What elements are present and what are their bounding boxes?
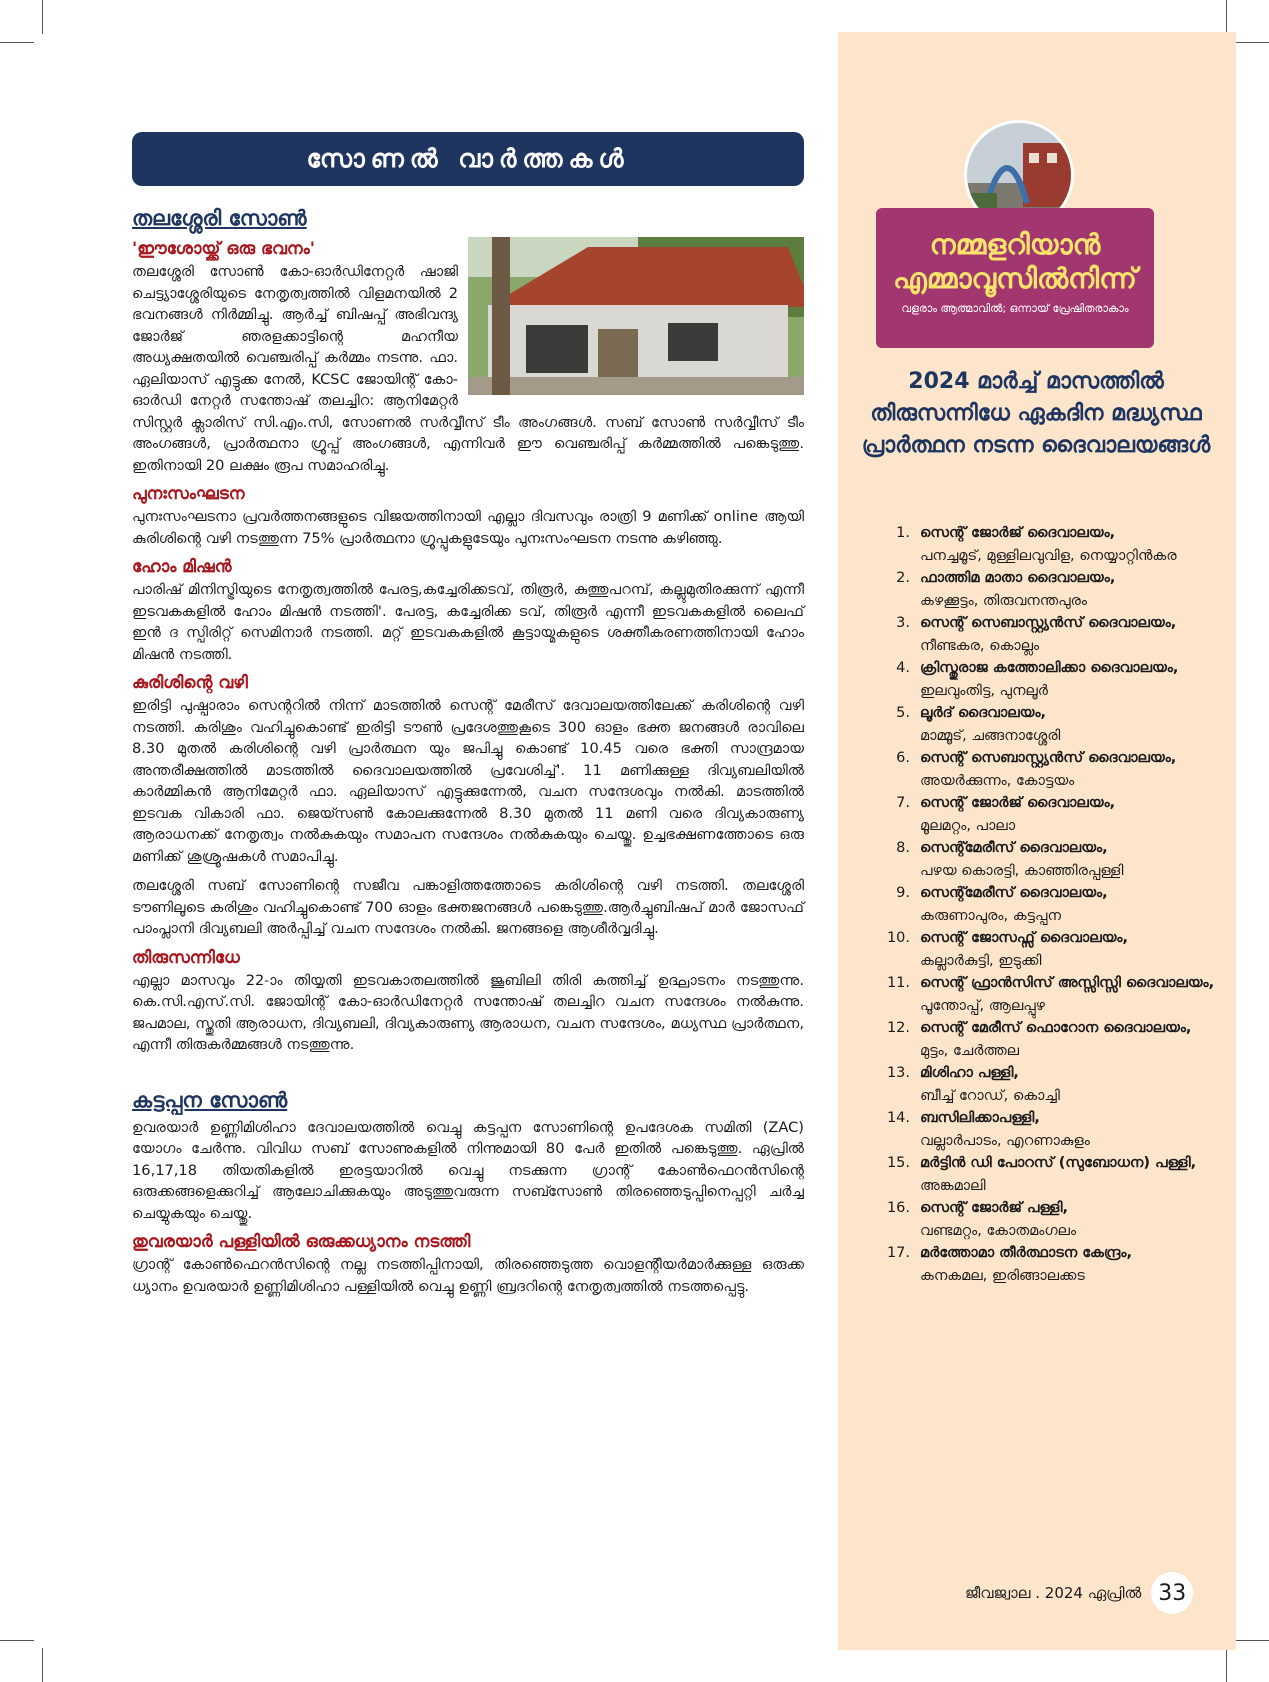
church-name: സെന്റ് ജോർജ് ദൈവാലയം, <box>920 795 1116 811</box>
church-location: പഴയ കൊരട്ടി, കാഞ്ഞിരപ്പള്ളി <box>920 862 1124 879</box>
list-number: 5. <box>896 705 910 721</box>
church-name: ബസിലിക്കാപള്ളി, <box>920 1110 1040 1126</box>
list-item <box>876 792 1216 837</box>
church-location: വണ്ടമറ്റം, കോതമംഗലം <box>920 1222 1077 1239</box>
list-text <box>920 972 1214 1017</box>
list-number: 6. <box>896 750 910 766</box>
list-number: 9. <box>896 885 910 901</box>
list-item <box>876 567 1216 612</box>
list-item <box>876 1017 1216 1062</box>
heading-punasamghadana: പുനഃസംഘടന <box>132 484 245 504</box>
list-number: 1. <box>896 525 910 541</box>
paragraph: തലശ്ശേരി സോൺ കോ-ഓർഡിനേറ്റർ ഷാജി ചെട്ട്യാശ്ശേരിയുടെ നേതൃത്വത്തിൽ വിളമനയിൽ 2 ഭവനങ്ങൾ നിർമ്മിച്ചു. ആർച്ച് ബിഷപ്പ് അഭിവന്ദ്യ ജോർജ് ഞരളക്കാട്ടിന്റെ മഹനീയ അധ്യക്ഷതയിൽ വെഞ്ചരിപ്പ് കർമ്മം നടന്നു. ഫാ. ഏലിയാസ് എട്ടുക്ക നേൽ, KCSC ജോയിന്റ് കോ-ഓർഡി നേറ്റർ സന്തോഷ് തലച്ചിറ: ആനിമേറ്റർ സിസ്റ്റർ ക്ലാരിസ് സി.എം.സി, സോണൽ സർവ്വീസ് ടീം അംഗങ്ങൾ. സബ് സോൺ സർവ്വീസ് ടീം അംഗങ്ങൾ, പ്രാർത്ഥനാ ഗ്രൂപ്പ് അംഗങ്ങൾ, എന്നിവർ ഈ വെഞ്ചരിപ്പ് കർമ്മത്തിൽ പങ്കെടുത്തു. ഇതിനായി 20 ലക്ഷം രൂപ സമാഹരിച്ചു. <box>132 263 804 474</box>
list-text <box>920 567 1115 612</box>
sidebar <box>838 32 1236 1650</box>
list-text <box>920 1152 1196 1197</box>
list-item <box>876 882 1216 927</box>
list-text <box>920 1062 1060 1107</box>
list-number: 2. <box>896 570 910 586</box>
church-location: അയർക്കുന്നം, കോട്ടയം <box>920 772 1075 789</box>
church-location: പനച്ചമൂട്, മുള്ളിലവുവിള, നെയ്യാറ്റിൻകര <box>920 547 1177 564</box>
list-item <box>876 1062 1216 1107</box>
church-location: ബീച്ച് റോഡ്, കൊച്ചി <box>920 1087 1060 1104</box>
paragraph: എല്ലാ മാസവും 22-ാം തിയ്യതി ഇടവകാതലത്തിൽ ജൂബിലി തിരി കത്തിച്ച് ഉദ്ഘാടനം നടത്തുന്നു. കെ.സി.എസ്.സി. ജോയിന്റ് കോ-ഓർഡിനേറ്റർ സന്തോഷ് തലച്ചിറ വചന സന്ദേശം നൽകുന്നു. ജപമാല, സ്തുതി ആരാധന, ദിവ്യബലി, ദിവ്യകാരുണ്യ ആരാധന, വചന സന്ദേശം, മധ്യസ്ഥ പ്രാർത്ഥന, എന്നീ തിരുകർമ്മങ്ങൾ നടത്തുന്നു. <box>132 971 804 1053</box>
church-location: മൂലമറ്റം, പാലാ <box>920 817 1016 834</box>
list-item <box>876 927 1216 972</box>
church-name: സെന്റ് ജോർജ് ദൈവാലയം, <box>920 525 1116 541</box>
church-name: സെന്റ്മേരീസ് ദൈവാലയം, <box>920 885 1108 901</box>
emmaus-box-title: നമ്മളറിയാൻ എമ്മാവൂസിൽനിന്ന് <box>893 228 1137 295</box>
zone-title-thalassery: തലശ്ശേരി സോൺ <box>132 206 307 230</box>
section-banner: സോണൽ വാർത്തകൾ <box>132 132 804 186</box>
church-location: മാമ്മൂട്, ചങ്ങനാശ്ശേരി <box>920 727 1061 744</box>
list-number: 16. <box>886 1200 910 1216</box>
church-location: പൂന്തോപ്പ്, ആലപ്പുഴ <box>920 997 1045 1014</box>
list-number: 4. <box>896 660 910 676</box>
house-photo <box>468 237 804 395</box>
church-name: സെന്റ് സെബാസ്റ്റ്യൻസ് ദൈവാലയം, <box>920 750 1177 766</box>
list-text <box>920 702 1060 747</box>
zone-title-kattappana: കട്ടപ്പന സോൺ <box>132 1087 288 1112</box>
footer-text: ജീവജ്വാല . 2024 ഏപ്രിൽ <box>965 1584 1142 1602</box>
list-number: 10. <box>886 930 910 946</box>
heading-home-mission: ഹോം മിഷൻ <box>132 557 232 577</box>
church-list <box>876 522 1216 1287</box>
crop-mark <box>1226 1648 1227 1682</box>
list-number: 3. <box>896 615 910 631</box>
list-number: 15. <box>886 1155 910 1171</box>
church-location: വല്ലാർപാടം, എറണാകുളം <box>920 1132 1090 1149</box>
list-text <box>920 882 1108 927</box>
heading-thuvarayar: തുവരയാർ പള്ളിയിൽ ഒരുക്കധ്യാനം നടത്തി <box>132 1232 471 1252</box>
list-number: 13. <box>886 1065 910 1081</box>
church-name: സെന്റ് മേരീസ് ഫൊറോന ദൈവാലയം, <box>920 1020 1192 1036</box>
crop-mark <box>42 1648 43 1682</box>
crop-mark <box>1235 1640 1269 1641</box>
church-location: കല്ലാർകുട്ടി, ഇടുക്കി <box>920 952 1042 969</box>
church-name: മർട്ടിൻ ഡി പോറസ് (സുബോധന) പള്ളി, <box>920 1155 1197 1171</box>
church-name: സെന്റ് ജോസഫ്സ് ദൈവാലയം, <box>920 930 1129 946</box>
list-number: 17. <box>886 1245 910 1261</box>
list-text <box>920 792 1115 837</box>
paragraph: തലശ്ശേരി സബ് സോണിന്റെ സജീവ പങ്കാളിത്തത്തോടെ കരിശിന്റെ വഴി നടത്തി. തലശ്ശേരി ടൗണിലൂടെ കരിശും വഹിച്ചുകൊണ്ട് 700 ഓളം ഭക്തജനങ്ങൾ പങ്കെടുത്തു.ആർച്ചുബിഷപ് മാർ ജോസഫ് പാംപ്ലാനി ദിവ്യബലി അർപ്പിച്ച് വചന സന്ദേശം നൽകി. ജനങ്ങളെ ആശീർവ്വദിച്ചു. <box>132 877 804 937</box>
list-item <box>876 972 1216 1017</box>
list-item <box>876 747 1216 792</box>
emmaus-box-subtitle: വളരാം ആത്മാവിൽ; ഒന്നായ് പ്രേഷിതരാകാം <box>901 302 1129 315</box>
list-item <box>876 837 1216 882</box>
church-location: കരുണാപുരം, കട്ടപ്പന <box>920 907 1061 924</box>
church-name: ക്രിസ്തുരാജ കത്തോലിക്കാ ദൈവാലയം, <box>920 660 1179 676</box>
list-text <box>920 522 1177 567</box>
heading-thirusannidhe: തിരുസന്നിധേ <box>132 947 240 968</box>
paragraph: പുനഃസംഘടനാ പ്രവർത്തനങ്ങളുടെ വിജയത്തിനായി എല്ലാ ദിവസവും രാത്രി 9 മണിക്ക് online ആയി കുരിശിന്റെ വഴി നടത്തുന്ന 75% പ്രാർത്ഥനാ ഗ്രൂപ്പുകളുടേയും പുനഃസംഘടന നടന്നു കഴിഞ്ഞു. <box>132 508 804 547</box>
church-location: മുട്ടം, ചേർത്തല <box>920 1042 1020 1059</box>
crop-mark <box>1235 42 1269 43</box>
list-text <box>920 612 1176 657</box>
crop-mark <box>1226 0 1227 34</box>
list-number: 11. <box>886 975 910 991</box>
emmaus-box <box>876 208 1154 348</box>
list-text <box>920 1107 1090 1152</box>
church-location: ഇലവുംതിട്ട, പുനലൂർ <box>920 682 1048 699</box>
crop-mark <box>42 0 43 34</box>
church-name: സെന്റ് സെബാസ്റ്റ്യൻസ് ദൈവാലയം, <box>920 615 1177 631</box>
list-number: 8. <box>896 840 910 856</box>
church-name: സെന്റ് ജോർജ് പള്ളി, <box>920 1200 1069 1216</box>
list-text <box>920 747 1176 792</box>
list-number: 14. <box>886 1110 910 1126</box>
paragraph: ഗ്രാന്റ് കോൺഫെറൻസിന്റെ നല്ല നടത്തിപ്പിനായി, തിരഞ്ഞെടുത്ത വൊളന്റീയർമാർക്കുള്ള ഒരുക്ക ധ്യാനം ഉവരയാർ ഉണ്ണിമിശിഹാ പള്ളിയിൽ വെച്ചു ഉണ്ണി ബ്രദറിന്റെ നേതൃത്വത്തിൽ നടത്തപ്പെട്ടു. <box>132 1256 804 1295</box>
church-name: ലൂർദ് ദൈവാലയം, <box>920 705 1047 721</box>
paragraph: പാരിഷ് മിനിസ്ട്രിയുടെ നേതൃത്വത്തിൽ പേരട്ട,കച്ചേരിക്കടവ്, തിരൂർ, കുത്തുപറമ്പ്, കല്ലുമുതിരക്കുന്ന് എന്നീ ഇടവകകളിൽ ഹോം മിഷൻ നടത്തി'. പേരട്ട, കച്ചേരിക്ക ടവ്, തിരൂർ എന്നീ ഇടവകകളിൽ ലൈഫ് ഇൻ ദ സ്പിരിറ്റ് സെമിനാർ നടത്തി. മറ്റ് ഇടവകകളിൽ കൂട്ടായ്മകളുടെ ശക്തീകരണത്തിനായി ഹോം മിഷൻ നടത്തി. <box>132 581 804 663</box>
list-item <box>876 1107 1216 1152</box>
page-number: 33 <box>1151 1572 1193 1614</box>
church-name: സെന്റ്മേരീസ് ദൈവാലയം, <box>920 840 1108 856</box>
list-text <box>920 1017 1191 1062</box>
sidebar-heading: 2024 മാർച്ച് മാസത്തിൽ തിരുസന്നിധേ ഏകദിന മദ്ധ്യസ്ഥ പ്രാർത്ഥന നടന്ന ദൈവാലയങ്ങൾ <box>861 369 1211 458</box>
heading-eeshoykku: 'ഈശോയ്ക്ക് ഒരു ഭവനം' <box>132 239 315 259</box>
church-name: മർത്തോമാ തീർത്ഥാടന കേന്ദ്രം, <box>920 1245 1132 1261</box>
paragraph: ഉവരയാർ ഉണ്ണിമിശിഹാ ദേവാലയത്തിൽ വെച്ചു കട്ടപ്പന സോണിന്റെ ഉപദേശക സമിതി (ZAC) യോഗം ചേർന്നു. വിവിധ സബ് സോണുകളിൽ നിന്നുമായി 80 പേർ ഇതിൽ പങ്കെടുത്തു. ഏപ്രിൽ 16,17,18 തിയതികളിൽ ഇരട്ടയാറിൽ വെച്ചു നടക്കുന്ന ഗ്രാന്റ് കോൺഫെറൻസിന്റെ ഒരുക്കങ്ങളെക്കുറിച്ച് ആലോചിക്കുകയും അടുത്തുവരുന്ന സബ്സോൺ തിരഞ്ഞെടുപ്പിനെപ്പറ്റി ചർച്ച ചെയ്യുകയും ചെയ്തു. <box>132 1118 804 1222</box>
list-text <box>920 837 1123 882</box>
list-item <box>876 1242 1216 1287</box>
church-location: കഴക്കൂട്ടം, തിരുവനന്തപുരം <box>920 592 1087 609</box>
list-text <box>920 927 1128 972</box>
house-photo-svg <box>468 237 804 395</box>
paragraph: ഇരിട്ടി പുഷ്പാരാം സെന്ററിൽ നിന്ന് മാടത്തിൽ സെന്റ് മേരീസ് ദേവാലയത്തിലേക്ക് കരിശിന്റെ വഴി നടത്തി. കരിശും വഹിച്ചുകൊണ്ട് ഇരിട്ടി ടൗൺ പ്രദേശത്തുകൂടെ 300 ഓളം ഭക്ത ജനങ്ങൾ രാവിലെ 8.30 മുതൽ കരിശിന്റെ വഴി പ്രാർത്ഥന യും ജപിച്ചു കൊണ്ട് 10.45 വരെ ഭക്തി സാന്ദ്രമായ അന്തരീക്ഷത്തിൽ മാടത്തിൽ ദൈവാലയത്തിൽ പ്രവേശിച്ച്'. 11 മണിക്കുള്ള ദിവ്യബലിയിൽ കാർമ്മികൻ ആനിമേറ്റർ ഫാ. ഏലിയാസ് എട്ടുക്കുന്നേൽ, വചന സന്ദേശവും നൽകി. മാടത്തിൽ ഇടവക വികാരി ഫാ. ജെയ്സൺ കോലക്കുന്നേൽ 8.30 മുതൽ 11 മണി വരെ ദിവ്യകാരുണ്യ ആരാധനക്ക് നേതൃത്വം നൽകുകയും സമാപന സന്ദേശം നൽകുകയും ചെയ്തു. ഉച്ചഭക്ഷണത്തോടെ ഒരു മണിക്ക് ശുശ്രൂഷകൾ സമാപിച്ചു. <box>132 697 804 865</box>
list-item <box>876 612 1216 657</box>
list-item <box>876 1152 1216 1197</box>
list-text <box>920 1242 1132 1287</box>
list-item <box>876 522 1216 567</box>
church-name: ഫാത്തിമ മാതാ ദൈവാലയം, <box>920 570 1116 586</box>
crop-mark <box>0 42 34 43</box>
footer <box>965 1572 1193 1614</box>
list-item <box>876 657 1216 702</box>
list-text <box>920 657 1178 702</box>
list-text <box>920 1197 1076 1242</box>
heading-kurishinte-vazhi: കുരിശിന്റെ വഴി <box>132 673 248 693</box>
church-location: നീണ്ടകര, കൊല്ലം <box>920 637 1040 654</box>
church-location: അങ്കമാലി <box>920 1177 986 1194</box>
list-item <box>876 702 1216 747</box>
crop-mark <box>0 1640 34 1641</box>
church-name: മിശിഹാ പള്ളി, <box>920 1065 1019 1081</box>
main-column <box>132 132 804 1301</box>
list-number: 12. <box>886 1020 910 1036</box>
church-location: കനകമല, ഇരിങ്ങാലക്കട <box>920 1267 1085 1284</box>
list-item <box>876 1197 1216 1242</box>
list-number: 7. <box>896 795 910 811</box>
church-name: സെന്റ് ഫ്രാൻസിസ് അസ്സിസ്സി ദൈവാലയം, <box>920 975 1215 991</box>
